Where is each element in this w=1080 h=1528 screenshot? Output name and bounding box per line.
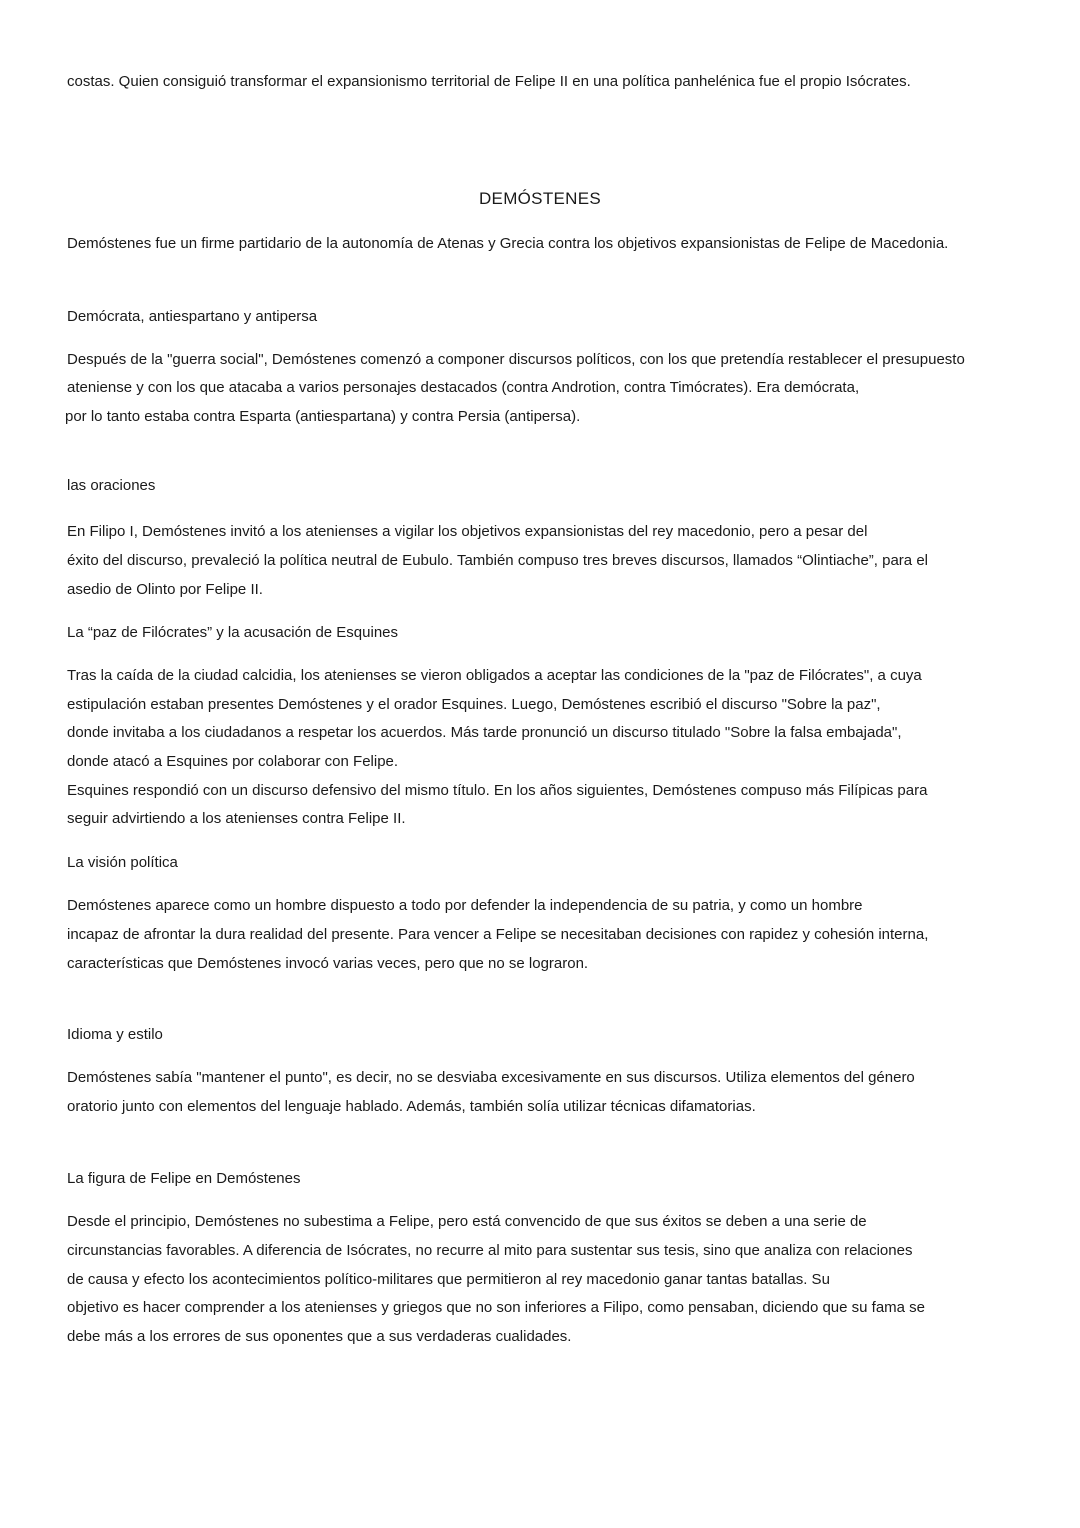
document-title: DEMÓSTENES: [478, 189, 602, 208]
paragraph-line: Demóstenes aparece como un hombre dispuesto a todo por defender la independencia de su patria, y como un hombre: [67, 897, 863, 914]
paragraph-line: circunstancias favorables. A diferencia de Isócrates, no recurre al mito para sustentar sus tesis, sino que analiza con relaciones: [67, 1242, 913, 1259]
paragraph-line: Después de la "guerra social", Demóstenes comenzó a componer discursos políticos, con los que pretendía restablecer el presupuesto: [67, 351, 965, 368]
section-heading-idioma-estilo: Idioma y estilo: [67, 1026, 163, 1043]
paragraph-line: de causa y efecto los acontecimientos político-militares que permitieron al rey macedonio ganar tantas batallas. Su: [67, 1271, 830, 1288]
section-heading-vision-politica: La visión política: [67, 854, 178, 871]
paragraph-line: En Filipo I, Demóstenes invitó a los atenienses a vigilar los objetivos expansionistas del rey macedonio, pero a pesar del: [67, 523, 868, 540]
lead-paragraph: Demóstenes fue un firme partidario de la autonomía de Atenas y Grecia contra los objetivos expansionistas de Felipe de Macedonia.: [67, 235, 949, 252]
section-heading-democrata: Demócrata, antiespartano y antipersa: [67, 308, 318, 325]
paragraph-line: seguir advirtiendo a los atenienses contra Felipe II.: [67, 810, 406, 827]
section-heading-figura-felipe: La figura de Felipe en Demóstenes: [67, 1170, 301, 1187]
paragraph-line: Esquines respondió con un discurso defensivo del mismo título. En los años siguientes, Demóstenes compuso más Filípicas para: [67, 782, 928, 799]
paragraph-line: ateniense y con los que atacaba a varios personajes destacados (contra Androtion, contra Timócrates). Era demócrata,: [67, 379, 860, 396]
paragraph-line: características que Demóstenes invocó varias veces, pero que no se lograron.: [67, 955, 589, 972]
paragraph-line: debe más a los errores de sus oponentes que a sus verdaderas cualidades.: [67, 1328, 572, 1345]
paragraph-line: asedio de Olinto por Felipe II.: [67, 581, 263, 598]
paragraph-line: estipulación estaban presentes Demóstenes y el orador Esquines. Luego, Demóstenes escribió el discurso "Sobre la paz",: [67, 696, 881, 713]
paragraph-line: donde invitaba a los ciudadanos a respetar los acuerdos. Más tarde pronunció un discurso titulado "Sobre la falsa embajada",: [67, 724, 902, 741]
section-heading-oraciones: las oraciones: [67, 477, 156, 494]
paragraph-line: por lo tanto estaba contra Esparta (antiespartana) y contra Persia (antipersa).: [65, 408, 581, 425]
paragraph-line: donde atacó a Esquines por colaborar con Felipe.: [67, 753, 399, 770]
paragraph-line: Desde el principio, Demóstenes no subestima a Felipe, pero está convencido de que sus éxitos se deben a una serie de: [67, 1213, 867, 1230]
paragraph-line: incapaz de afrontar la dura realidad del presente. Para vencer a Felipe se necesitaban decisiones con rapidez y cohesión interna,: [67, 926, 929, 943]
paragraph-line: oratorio junto con elementos del lenguaje hablado. Además, también solía utilizar técnicas difamatorias.: [67, 1098, 756, 1115]
paragraph-line: Demóstenes sabía "mantener el punto", es decir, no se desviaba excesivamente en sus discursos. Utiliza elementos del género: [67, 1069, 915, 1086]
intro-line: costas. Quien consiguió transformar el expansionismo territorial de Felipe II en una política panhelénica fue el propio Isócrates.: [67, 73, 911, 90]
paragraph-line: Tras la caída de la ciudad calcidia, los atenienses se vieron obligados a aceptar las condiciones de la "paz de Filócrates", a cuya: [67, 667, 922, 684]
section-heading-paz-filocrates: La “paz de Filócrates” y la acusación de Esquines: [67, 624, 399, 641]
paragraph-line: éxito del discurso, prevaleció la política neutral de Eubulo. También compuso tres breves discursos, llamados “Olintiache”, para el: [67, 552, 928, 569]
paragraph-line: objetivo es hacer comprender a los atenienses y griegos que no son inferiores a Filipo, como pensaban, diciendo que su fama se: [67, 1299, 926, 1316]
